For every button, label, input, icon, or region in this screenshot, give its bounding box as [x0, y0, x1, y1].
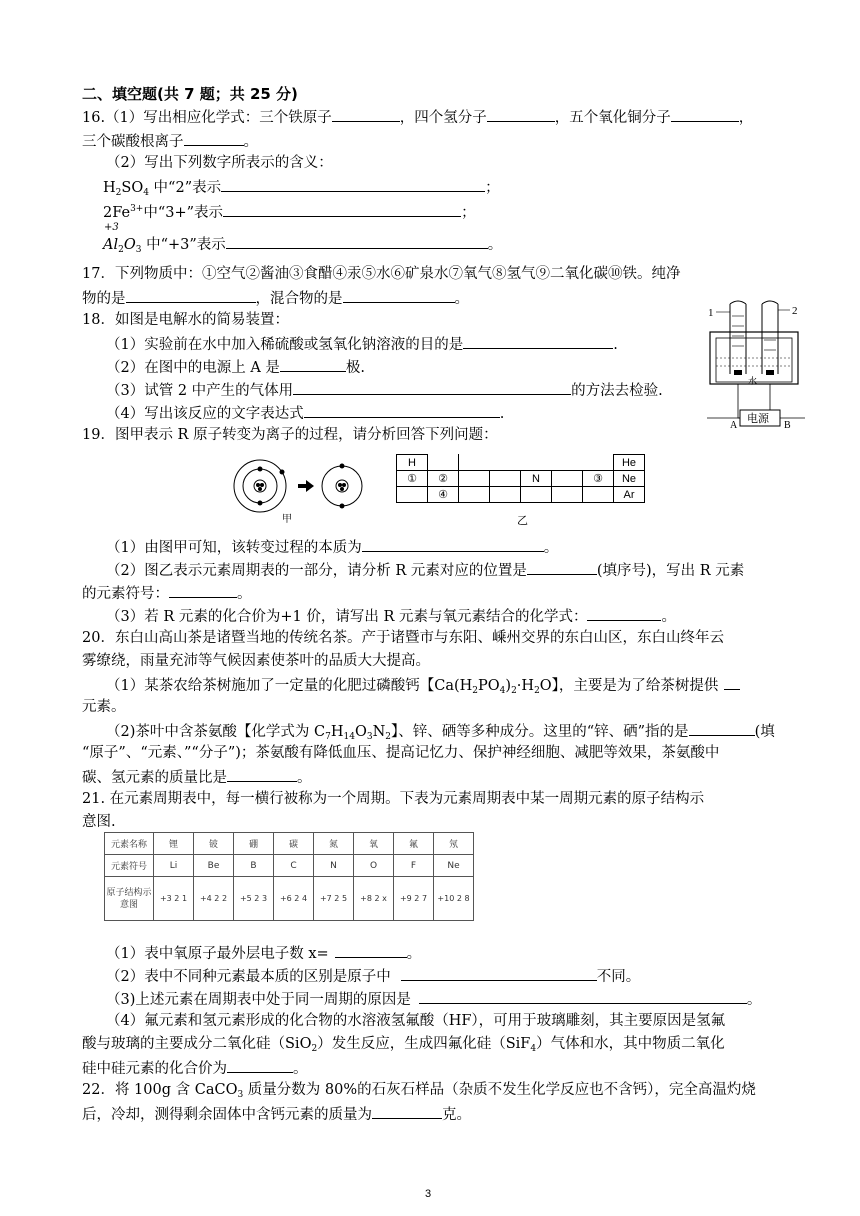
q19-line1: 19．图甲表示 R 原子转变为离子的过程，请分析回答下列问题：: [82, 427, 498, 443]
atom-structure-diagram: +9 2 7: [394, 877, 434, 921]
formula-sub: 3: [237, 1090, 244, 1100]
q18-text: 极.: [345, 360, 366, 376]
table-cell: He: [614, 455, 645, 471]
q22-text: 后，冷却，测得剩余固体中含钙元素的质量为: [82, 1107, 372, 1123]
table-cell: [583, 487, 614, 503]
table-cell: [459, 471, 490, 487]
q22-line2: [82, 1103, 471, 1125]
formula-sub: 4: [143, 188, 149, 198]
q16-text: 。: [487, 237, 503, 253]
q20-text: N: [372, 724, 386, 740]
table-cell: 硼: [234, 833, 274, 855]
table-cell: Ar: [614, 487, 645, 503]
answer-blank[interactable]: [304, 402, 500, 418]
q22-line1: [82, 1080, 756, 1105]
q20-text: （1）某茶农给茶树施加了一定量的化肥过磷酸钙【Ca(H: [106, 678, 473, 694]
q18-line1: 18．如图是电解水的简易装置：: [82, 312, 289, 328]
q18-line2: [106, 333, 618, 355]
q16-text: 中“+3”表示: [141, 237, 226, 253]
table-cell: [490, 487, 521, 503]
table-cell: ③: [583, 471, 614, 487]
q19-line2: [106, 536, 558, 558]
atom-to-ion-figure: [230, 454, 370, 526]
tube-1-label: 1: [708, 307, 714, 319]
q20-line1: 20．东白山高山茶是诸暨当地的传统名茶。产于诸暨市与东阳、嵊州交界的东白山区，东白山终年云: [82, 630, 724, 646]
q16-text: ；: [461, 205, 476, 221]
q19-text: 。: [237, 586, 252, 602]
table-cell: [490, 471, 521, 487]
table-row: [397, 471, 645, 487]
formula-sub: 2: [472, 686, 478, 696]
q20-text: ): [505, 678, 512, 694]
table-cell: C: [274, 855, 314, 877]
q20-line2: 雾缭绕，雨量充沛等气候因素使茶叶的品质大大提高。: [82, 653, 430, 669]
periodic-table-fragment: [396, 454, 645, 503]
table-cell: ④: [428, 487, 459, 503]
q16-text: 三个碳酸根离子: [82, 134, 184, 150]
atom-structure-diagram: +7 2 5: [314, 877, 354, 921]
table-cell: Ne: [434, 855, 474, 877]
q20-text: 】、锌、硒等多种成分。这里的“锌、硒”指的是: [390, 724, 689, 740]
q20-text: O】，主要是为了给茶树提供: [539, 678, 719, 694]
q21-text: （2）表中不同种元素最本质的区别是原子中: [106, 969, 391, 985]
table-cell: 氧: [354, 833, 394, 855]
formula-sub: 14: [343, 732, 355, 742]
answer-blank[interactable]: [362, 536, 544, 552]
q18-text: 的方法去检验.: [571, 383, 663, 399]
q19-text: （2）图乙表示元素周期表的一部分，请分析 R 元素对应的位置是: [106, 563, 527, 579]
formula-sub: 2: [534, 686, 540, 696]
q20-line3: [106, 674, 740, 701]
table-row: [105, 855, 474, 877]
table-cell: ①: [397, 471, 428, 487]
table-cell: 碳: [274, 833, 314, 855]
table-cell: [552, 487, 583, 503]
q18-line5: [106, 402, 504, 424]
q19-line4: [82, 582, 252, 604]
q19-text: （1）由图甲可知，该转变过程的本质为: [106, 540, 362, 556]
water-label: 水: [748, 377, 758, 387]
formula-text: H: [103, 180, 116, 196]
terminal-a-label: A: [730, 420, 738, 430]
q19-text: （3）若 R 元素的化合价为+1 价，请写出 R 元素与氧元素结合的化学式：: [106, 609, 588, 625]
table-cell: Li: [154, 855, 194, 877]
q17-text: 。: [454, 291, 469, 307]
q20-text: (填: [754, 724, 775, 740]
q19-text: (填序号)，写出 R 元素: [596, 563, 745, 579]
table-cell: Be: [194, 855, 234, 877]
formula-sub: 2: [118, 245, 124, 255]
q16-text: ，五个氧化铜分子: [554, 110, 671, 126]
table-cell: [397, 487, 428, 503]
answer-blank[interactable]: [724, 674, 740, 690]
answer-blank[interactable]: [487, 106, 555, 122]
electrolysis-apparatus-figure: [704, 300, 808, 430]
q19-text: 。: [661, 609, 676, 625]
table-cell: [521, 487, 552, 503]
tube-2-label: 2: [792, 305, 798, 317]
figure-yi-label: 乙: [517, 514, 528, 527]
answer-blank[interactable]: [223, 201, 461, 217]
atom-structure-diagram: +6 2 4: [274, 877, 314, 921]
q21-text: 。: [746, 992, 762, 1008]
table-cell: H: [397, 455, 428, 471]
table-row: [105, 877, 474, 921]
q19-line5: [106, 605, 676, 627]
q18-text: （4）写出该反应的文字表达式: [106, 406, 304, 422]
formula-sub: 4: [530, 1044, 537, 1054]
answer-blank[interactable]: [343, 287, 455, 303]
formula-sub: 3: [366, 732, 373, 742]
q20-text: 。: [297, 770, 312, 786]
table-cell: F: [394, 855, 434, 877]
q20-text: 碳、氢元素的质量比是: [82, 770, 227, 786]
q16-text: 中“3+”表示: [143, 205, 224, 221]
q18-text: .: [613, 337, 618, 353]
formula-sub: 2: [511, 686, 517, 696]
q20-text: H: [330, 724, 344, 740]
answer-blank[interactable]: [226, 233, 488, 249]
q17-text: 物的是: [82, 291, 126, 307]
answer-blank[interactable]: [332, 106, 400, 122]
q18-text: （3）试管 2 中产生的气体用: [106, 383, 294, 399]
table-cell: [583, 455, 614, 471]
q16-text: ；: [485, 180, 500, 196]
figure-jia-label: 甲: [282, 514, 292, 525]
table-cell: 锂: [154, 833, 194, 855]
formula-text: Al: [103, 237, 119, 253]
terminal-b-label: B: [784, 420, 791, 430]
q21-line3: [106, 942, 421, 964]
answer-blank[interactable]: [227, 766, 297, 782]
table-cell: O: [354, 855, 394, 877]
table-cell: N: [521, 471, 552, 487]
q20-line6: “原子”、“元素、”“分子”)；茶氨酸有降低血压、提高记忆力、保护神经细胞、减肥等效果，茶氨酸中: [82, 745, 720, 761]
q21-line5: [106, 988, 761, 1010]
answer-blank[interactable]: [169, 582, 237, 598]
table-cell: [428, 455, 459, 471]
table-cell: 原子结构示意图: [105, 877, 154, 921]
section-title: 二、填空题(共 7 题；共 25 分): [82, 85, 298, 103]
q18-line3: [106, 356, 365, 378]
formula-sub: 7: [325, 732, 331, 742]
q18-text: （2）在图中的电源上 A 是: [106, 360, 280, 376]
answer-blank[interactable]: [689, 720, 755, 736]
answer-blank[interactable]: [671, 106, 739, 122]
q18-line4: [106, 379, 663, 401]
q21-text: ）发生反应，生成四氟化硅（SiF: [317, 1036, 531, 1052]
q22-text: 22．将 100g 含 CaCO: [82, 1082, 238, 1098]
atom-structure-diagram: +3 2 1: [154, 877, 194, 921]
atom-structure-diagram: +4 2 2: [194, 877, 234, 921]
q16-text: 中“2”表示: [148, 180, 222, 196]
answer-blank[interactable]: [184, 130, 244, 146]
table-cell: [552, 471, 583, 487]
table-cell: 铍: [194, 833, 234, 855]
answer-blank[interactable]: [587, 605, 661, 621]
q21-line6: （4）氟元素和氢元素形成的化合物的水溶液氢氟酸（HF），可用于玻璃雕刻，其主要原因是氢氟: [106, 1013, 726, 1029]
q16-line5: [103, 199, 476, 223]
q20-line7: [82, 766, 312, 788]
table-cell: 元素符号: [105, 855, 154, 877]
q16-text: ，: [738, 110, 754, 126]
q21-line1: 21. 在元素周期表中，每一横行被称为一个周期。下表为元素周期表中某一周期元素的原子结构示: [82, 791, 705, 807]
table-row: [397, 455, 645, 471]
table-cell: [490, 455, 521, 471]
atomic-structure-table: [104, 832, 474, 921]
table-cell: ②: [428, 471, 459, 487]
table-row: [105, 833, 474, 855]
q21-line2: 意图.: [82, 814, 116, 830]
q17-line2: [82, 287, 469, 309]
q16-line2: [82, 130, 258, 152]
table-cell: 元素名称: [105, 833, 154, 855]
table-row: [397, 487, 645, 503]
answer-blank[interactable]: [335, 942, 407, 958]
answer-blank[interactable]: [221, 176, 485, 192]
answer-blank[interactable]: [227, 1057, 293, 1073]
q21-line8: [82, 1057, 308, 1079]
q21-text: 。: [406, 946, 422, 962]
q22-text: 克。: [442, 1107, 471, 1123]
answer-blank[interactable]: [419, 988, 747, 1004]
q22-text: 质量分数为 80%的石灰石样品（杂质不发生化学反应也不含钙），完全高温灼烧: [243, 1082, 756, 1098]
q16-text: 16.（1）写出相应化学式：三个铁原子: [82, 110, 332, 126]
q18-text: （1）实验前在水中加入稀硫酸或氢氧化钠溶液的目的是: [106, 337, 464, 353]
atom-structure-diagram: +10 2 8: [434, 877, 474, 921]
formula-sup: 3+: [130, 204, 144, 214]
q16-text: 。: [243, 134, 258, 150]
q18-text: .: [499, 406, 505, 422]
q21-line4: [106, 965, 640, 987]
q17-line1: 17．下列物质中：①空气②酱油③食醋④汞⑤水⑥矿泉水⑦氧气⑧氢气⑨二氧化碳⑩铁。纯净: [82, 266, 681, 282]
q19-text: 。: [543, 540, 559, 556]
table-cell: 氮: [314, 833, 354, 855]
table-cell: N: [314, 855, 354, 877]
q16-line6: [103, 233, 502, 260]
power-source-label: 电源: [747, 412, 769, 425]
q21-text: 硅中硅元素的化合价为: [82, 1061, 227, 1077]
formula-sub: 2: [115, 188, 122, 198]
answer-blank[interactable]: [372, 1103, 442, 1119]
answer-blank[interactable]: [401, 965, 597, 981]
q20-text: PO: [478, 678, 500, 694]
q21-text: 。: [293, 1061, 308, 1077]
q20-text: O: [354, 724, 367, 740]
atom-structure-diagram: +5 2 3: [234, 877, 274, 921]
q16-text: ，四个氢分子: [399, 110, 487, 126]
table-cell: 氖: [434, 833, 474, 855]
q20-line4: 元素。: [82, 699, 126, 715]
valence-mark: +3: [104, 222, 119, 233]
q20-text: （2)茶叶中含茶氨酸【化学式为 C: [106, 724, 326, 740]
answer-blank[interactable]: [293, 379, 571, 395]
answer-blank[interactable]: [527, 559, 597, 575]
formula-sub: 2: [311, 1044, 318, 1054]
formula-sub: 4: [499, 686, 506, 696]
table-cell: [459, 455, 490, 471]
q21-text: （1）表中氧原子最外层电子数 x=: [106, 946, 329, 962]
q21-line7: [82, 1034, 725, 1059]
q19-line3: [106, 559, 744, 581]
q16-line3: （2）写出下列数字所表示的含义：: [106, 155, 333, 171]
table-cell: B: [234, 855, 274, 877]
table-cell: [521, 455, 552, 471]
formula-text: SO: [121, 180, 144, 196]
page-number: 3: [425, 1188, 432, 1200]
formula-text: O: [123, 237, 136, 253]
q16-line1: [82, 106, 753, 128]
answer-blank[interactable]: [126, 287, 256, 303]
q20-text: ·H: [516, 678, 535, 694]
table-cell: Ne: [614, 471, 645, 487]
atom-structure-diagram: +8 2 x: [354, 877, 394, 921]
q21-text: （3)上述元素在周期表中处于同一周期的原因是: [106, 992, 411, 1008]
q19-text: 的元素符号：: [82, 586, 169, 602]
q21-text: 不同。: [596, 969, 641, 985]
table-cell: 氟: [394, 833, 434, 855]
q17-text: ，混合物的是: [255, 291, 343, 307]
formula-text: 2Fe: [103, 205, 131, 221]
answer-blank[interactable]: [280, 356, 346, 372]
q21-text: 酸与玻璃的主要成分二氧化硅（SiO: [82, 1036, 312, 1052]
formula-sub: 2: [385, 732, 391, 742]
table-cell: [552, 455, 583, 471]
answer-blank[interactable]: [463, 333, 613, 349]
table-cell: [459, 487, 490, 503]
formula-sub: 3: [135, 245, 142, 255]
q21-text: ）气体和水，其中物质二氧化: [536, 1036, 725, 1052]
